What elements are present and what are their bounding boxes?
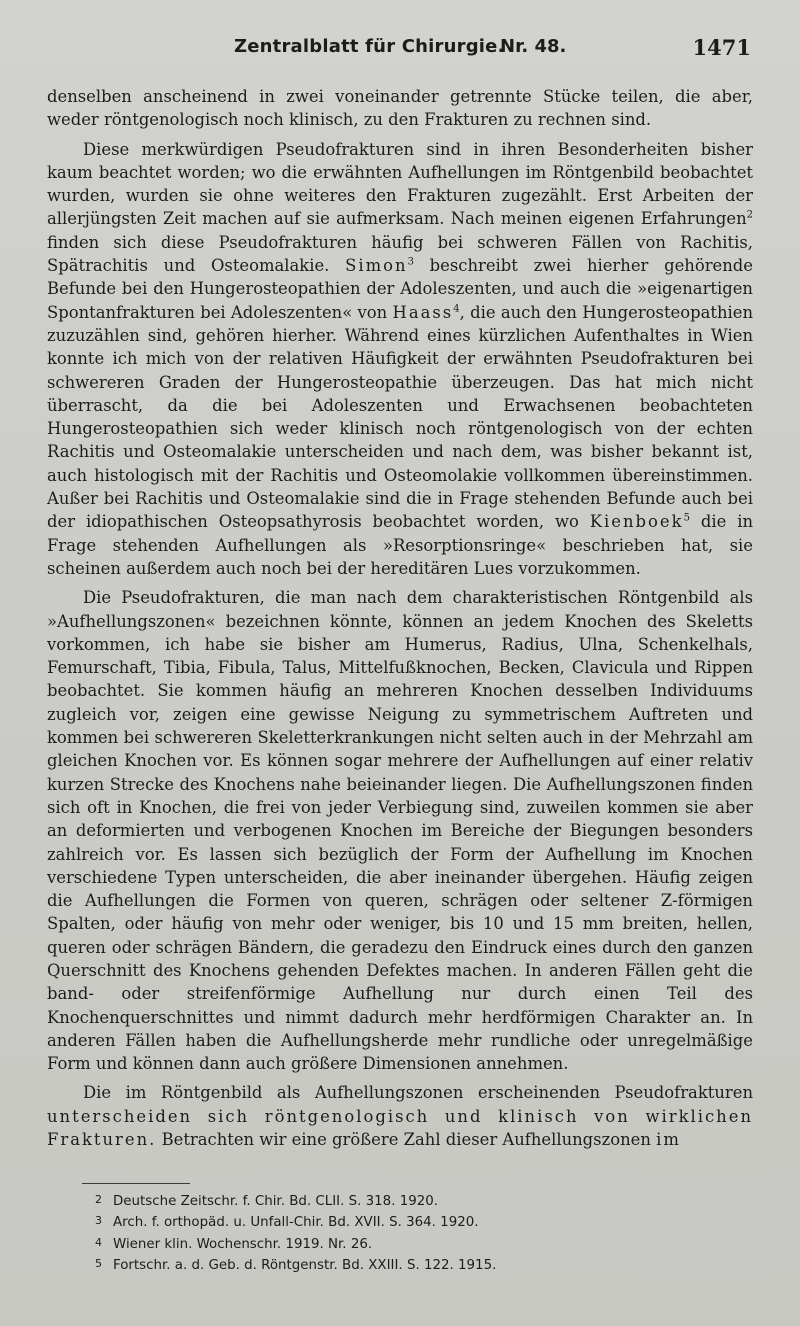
author-name-haass: Haass (392, 302, 454, 322)
text-run: Betrachten wir eine größere Zahl dieser Aufhellungszonen (156, 1130, 657, 1150)
paragraph-4 (47, 1081, 753, 1151)
author-name-simon: Simon (345, 256, 408, 276)
footnote-divider (82, 1183, 190, 1184)
footnote-text: Arch. f. orthopäd. u. Unfall-Chir. Bd. XVII. S. 364. 1920. (113, 1215, 479, 1231)
text-run: die in Frage stehenden Aufhellungen als »Resorptionsringe« beschrieben hat, sie scheinen außerdem auch noch bei der hereditären Lues vorzukommen. (47, 512, 754, 578)
footnote-5 (95, 1254, 655, 1275)
paragraph-1: denselben anscheinend in zwei voneinander getrennte Stücke teilen, die aber, weder röntgenologisch noch klinisch, zu den Frakturen zu rechnen sind. (47, 87, 753, 130)
footnote-text: Wiener klin. Wochenschr. 1919. Nr. 26. (113, 1236, 373, 1252)
journal-title: Zentralblatt für Chirurgie. (234, 36, 505, 57)
page-number: 1471 (692, 35, 751, 60)
footnote-ref-3: 3 (407, 256, 414, 268)
footnote-ref-2: 2 (746, 210, 753, 222)
text-run: Diese merkwürdigen Pseudofrakturen sind in ihren Besonderheiten bisher kaum beachtet worden; wo die erwähnten Aufhellungen im Röntgenbild beobachtet wurden, wurden sie ohne weiteres den Frakturen zugezählt. Erst Arbeiten der allerjüngsten Zeit machen auf sie aufmerksam. Nach meinen eigenen Erfahrungen (47, 139, 753, 229)
footnote-mark: 4 (95, 1235, 102, 1249)
author-name-kienboek: Kienboek (589, 512, 684, 532)
footnote-ref-5: 5 (683, 512, 690, 524)
footnotes (95, 1190, 655, 1275)
body-text (47, 85, 753, 1157)
emphasized-text: im (656, 1130, 681, 1150)
footnote-4 (95, 1233, 655, 1254)
footnote-mark: 5 (95, 1256, 102, 1270)
emphasized-text: unterscheiden sich röntgenologisch und klinisch von wirklichen Frakturen. (47, 1106, 753, 1150)
issue-number: Nr. 48. (500, 36, 567, 57)
footnote-ref-4: 4 (453, 303, 460, 315)
footnote-2 (95, 1190, 655, 1211)
text-run: beschreibt zwei hierher gehörende Befunde bei den Hungerosteopathien der Adoleszenten, und auch die »eigenartigen Spontanfrakturen bei Adoleszenten« von (47, 256, 753, 322)
text-run: Die im Röntgenbild als Aufhellungszonen erscheinenden Pseudofrakturen (83, 1083, 753, 1103)
text-run: , die auch den Hungerosteopathien zuzuzählen sind, gehören hierher. Während eines kürzlichen Aufenthaltes in Wien konnte ich mich von der relativen Häufigkeit der erwähnten Pseudofrakturen bei schwereren Graden der Hungerosteopathie überzeugen. Das hat mich nicht überrascht, da die bei Adoleszenten und Erwachsenen beobachteten Hungerosteopathien sich weder klinisch noch röntgenologisch von der echten Rachitis und Osteomalakie unterscheiden und nach dem, was bisher bekannt ist, auch histologisch mit der Rachitis und Osteomolakie vollkommen übereinstimmen. Außer bei Rachitis und Osteomalakie sind die in Frage stehenden Befunde auch bei der idiopathischen Osteopsathyrosis beobachtet worden, wo (47, 302, 754, 532)
footnote-mark: 3 (95, 1214, 102, 1228)
footnote-text: Fortschr. a. d. Geb. d. Röntgenstr. Bd. XXIII. S. 122. 1915. (113, 1257, 497, 1273)
footnote-3 (95, 1211, 655, 1232)
footnote-mark: 2 (95, 1193, 102, 1206)
paragraph-2 (47, 138, 753, 581)
running-header (48, 36, 753, 66)
paragraph-3: Die Pseudofrakturen, die man nach dem charakteristischen Röntgenbild als »Aufhellungszonen« bezeichnen könnte, können an jedem Knochen des Skeletts vorkommen, ich habe sie bisher am Humerus, Radius, Ulna, Schenkelhals, Femurschaft, Tibia, Fibula, Talus, Mittelfußknochen, Becken, Clavicula und Rippen beobachtet. Sie kommen häufig an mehreren Knochen desselben Individuums zugleich vor, zeigen eine gewisse Neigung zu symmetrischem Auftreten und kommen bei schwereren Skeletterkrankungen nicht selten auch in der Mehrzahl am gleichen Knochen vor. Es können sogar mehrere der Aufhellungen auf einer relativ kurzen Strecke des Knochens nahe beieinander liegen. Die Aufhellungszonen finden sich oft in Knochen, die frei von jeder Verbiegung sind, zuweilen kommen sie aber an deformierten und verbogenen Knochen im Bereiche der Biegungen besonders zahlreich vor. Es lassen sich bezüglich der Form der Aufhellung im Knochen verschiedene Typen unterscheiden, die aber ineinander übergehen. Häufig zeigen die Aufhellungen die Formen von queren, schrägen oder seltener Z-förmigen Spalten, oder häufig von mehr oder weniger, bis 10 und 15 mm breiten, hellen, queren oder schrägen Bändern, die geradezu den Eindruck eines durch den ganzen Querschnitt des Knochens gehenden Defektes machen. In anderen Fällen geht die band- oder streifenförmige Aufhellung nur durch einen Teil des Knochenquerschnittes und nimmt dadurch mehr herdförmigen Charakter an. In anderen Fällen haben die Aufhellungsherde mehr rundliche oder unregelmäßige Form und können dann auch größere Dimensionen annehmen. (47, 588, 753, 1074)
footnote-text: Deutsche Zeitschr. f. Chir. Bd. CLII. S. 318. 1920. (113, 1194, 439, 1209)
text-run: finden sich diese Pseudofrakturen häufig bei schweren Fällen von Rachitis, Spätrachitis und Osteomalakie. (47, 232, 753, 276)
